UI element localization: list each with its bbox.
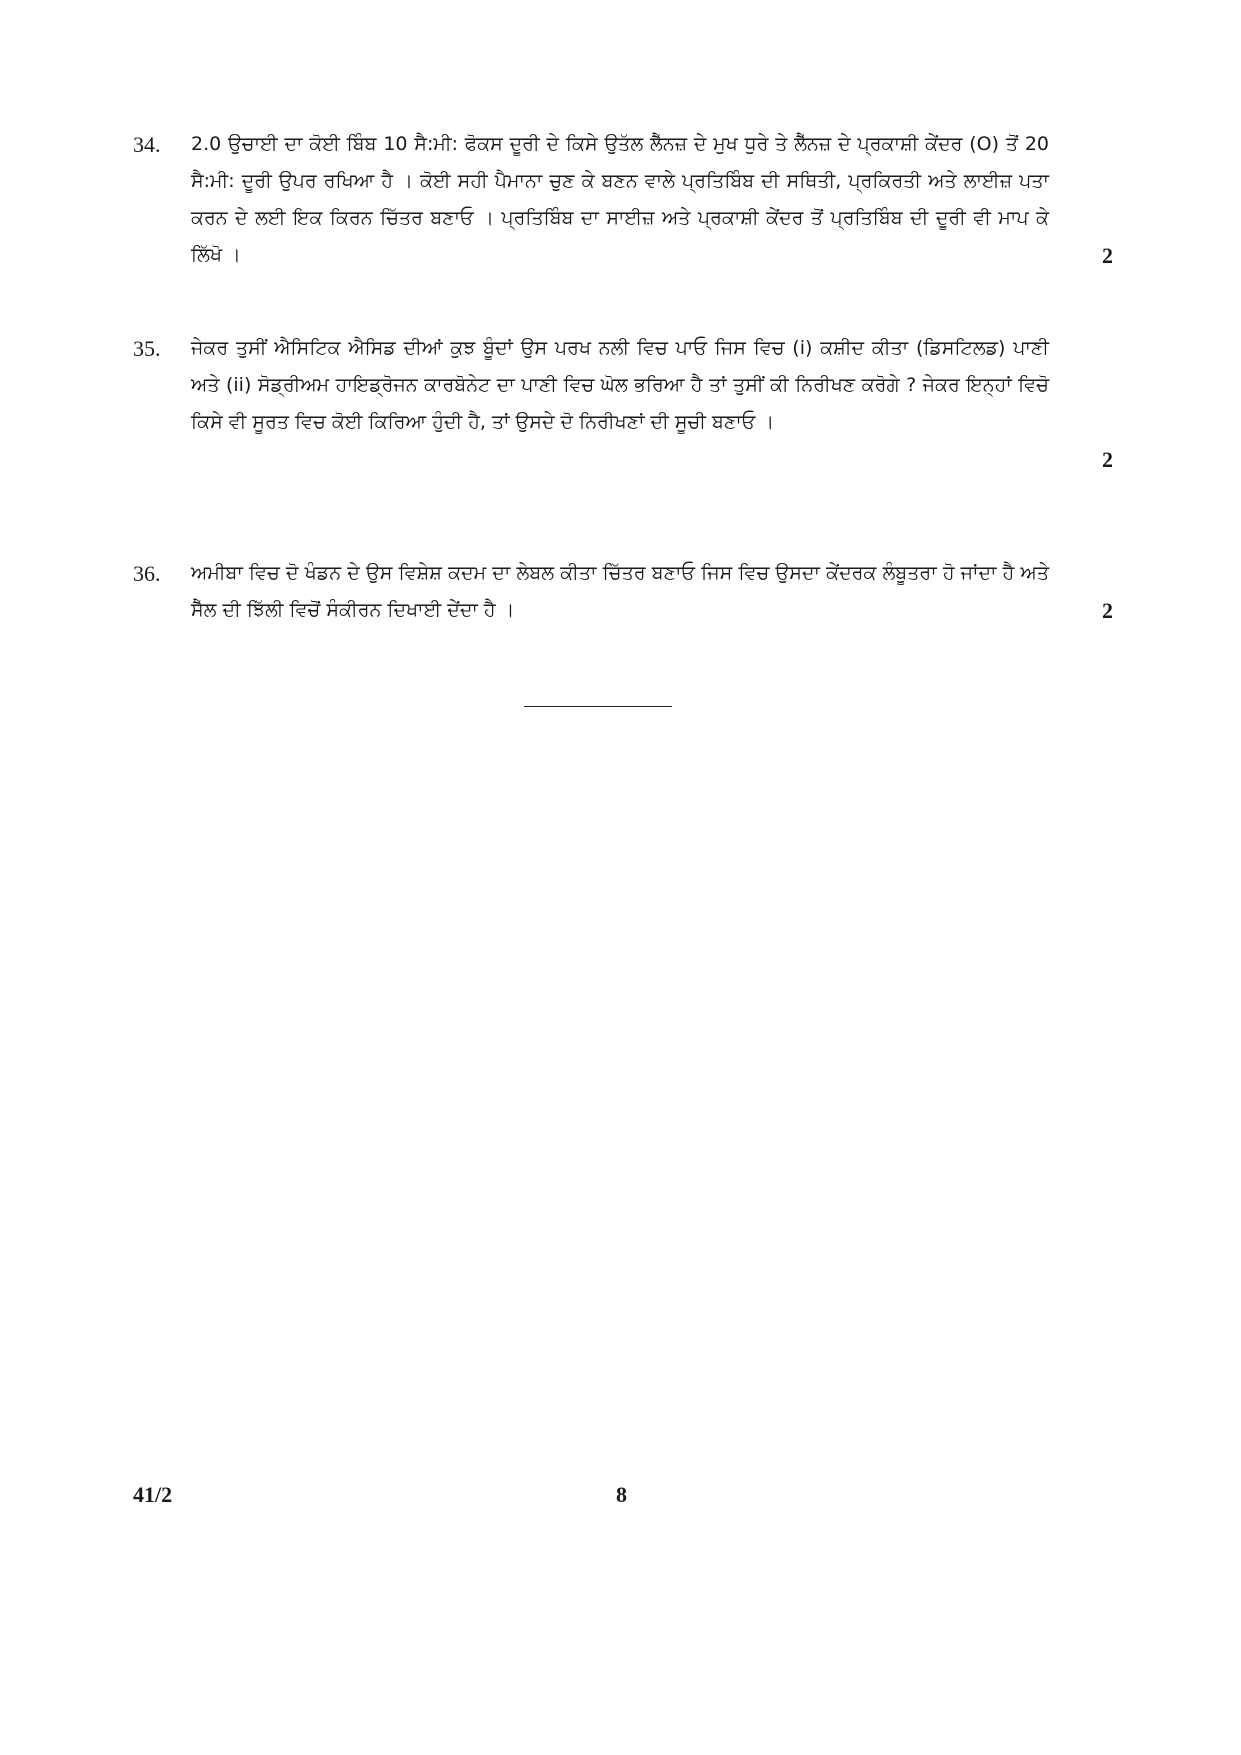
question-number: 34. xyxy=(133,132,161,157)
question-marks: 2 xyxy=(1102,243,1113,268)
question-marks: 2 xyxy=(1102,447,1113,472)
question-text: ਅਮੀਬਾ ਵਿਚ ਦੋ ਖੰਡਨ ਦੇ ਉਸ ਵਿਸ਼ੇਸ਼ ਕਦਮ ਦਾ ਲੇਬਲ ਕੀਤਾ ਚਿੱਤਰ ਬਣਾਓ ਜਿਸ ਵਿਚ ਉਸਦਾ ਕੇਂਦਰਕ ਲੰਬੂਤਰਾ ਹੋ ਜਾਂਦਾ ਹੈ ਅਤੇ ਸੈੱਲ ਦੀ ਝਿੱਲੀ ਵਿਚੋਂ ਸੰਕੀਰਨ ਦਿਖਾਈ ਦੇਂਦਾ ਹੈ । xyxy=(191,562,1049,621)
paper-code: 41/2 xyxy=(133,1482,173,1507)
question-number: 35. xyxy=(133,336,161,361)
question-text: 2.0 ਉਚਾਈ ਦਾ ਕੋਈ ਬਿੰਬ 10 ਸੈ:ਮੀ: ਫੋਕਸ ਦੂਰੀ ਦੇ ਕਿਸੇ ਉਤੱਲ ਲੈੱਨਜ਼ ਦੇ ਮੁਖ ਧੁਰੇ ਤੇ ਲੈੱਨਜ਼ ਦੇ ਪ੍ਰਕਾਸ਼ੀ ਕੇਂਦਰ (O) ਤੋਂ 20 ਸੈ:ਮੀ: ਦੂਰੀ ਉਪਰ ਰਖਿਆ ਹੈ । ਕੋਈ ਸਹੀ ਪੈਮਾਨਾ ਚੁਣ ਕੇ ਬਣਨ ਵਾਲੇ ਪ੍ਰਤਿਬਿੰਬ ਦੀ ਸਥਿਤੀ, ਪ੍ਰਕਿਰਤੀ ਅਤੇ ਲਾਈਜ਼ ਪਤਾ ਕਰਨ ਦੇ ਲਈ ਇਕ ਕਿਰਨ ਚਿੱਤਰ ਬਣਾਓ । ਪ੍ਰਤਿਬਿੰਬ ਦਾ ਸਾਈਜ਼ ਅਤੇ ਪ੍ਰਕਾਸ਼ੀ ਕੇਂਦਰ ਤੋਂ ਪ੍ਰਤਿਬਿੰਬ ਦੀ ਦੂਰੀ ਵੀ ਮਾਪ ਕੇ ਲਿੱਖੋ । xyxy=(191,133,1049,266)
question-35 xyxy=(133,330,1113,480)
question-34 xyxy=(133,126,1113,276)
question-36 xyxy=(133,555,1113,635)
question-marks: 2 xyxy=(1102,598,1113,623)
question-text: ਜੇਕਰ ਤੁਸੀਂ ਐਸਿਟਿਕ ਐਸਿਡ ਦੀਆਂ ਕੁਝ ਬੂੰਦਾਂ ਉਸ ਪਰਖ ਨਲੀ ਵਿਚ ਪਾਓ ਜਿਸ ਵਿਚ (i) ਕਸ਼ੀਦ ਕੀਤਾ (ਡਿਸਟਿਲਡ) ਪਾਣੀ ਅਤੇ (ii) ਸੋਡ੍ਰੀਅਮ ਹਾਇਡ੍ਰੋਜਨ ਕਾਰਬੋਨੇਟ ਦਾ ਪਾਣੀ ਵਿਚ ਘੋਲ ਭਰਿਆ ਹੈ ਤਾਂ ਤੁਸੀਂ ਕੀ ਨਿਰੀਖਣ ਕਰੋਗੇ ? ਜੇਕਰ ਇਨ੍ਹਾਂ ਵਿਚੋ ਕਿਸੇ ਵੀ ਸੂਰਤ ਵਿਚ ਕੋਈ ਕਿਰਿਆ ਹੁੰਦੀ ਹੈ, ਤਾਂ ਉਸਦੇ ਦੋ ਨਿਰੀਖਣਾਂ ਦੀ ਸੂਚੀ ਬਣਾਓ । xyxy=(191,337,1049,433)
page-number: 8 xyxy=(616,1482,627,1507)
end-divider xyxy=(524,706,672,707)
question-number: 36. xyxy=(133,561,161,586)
